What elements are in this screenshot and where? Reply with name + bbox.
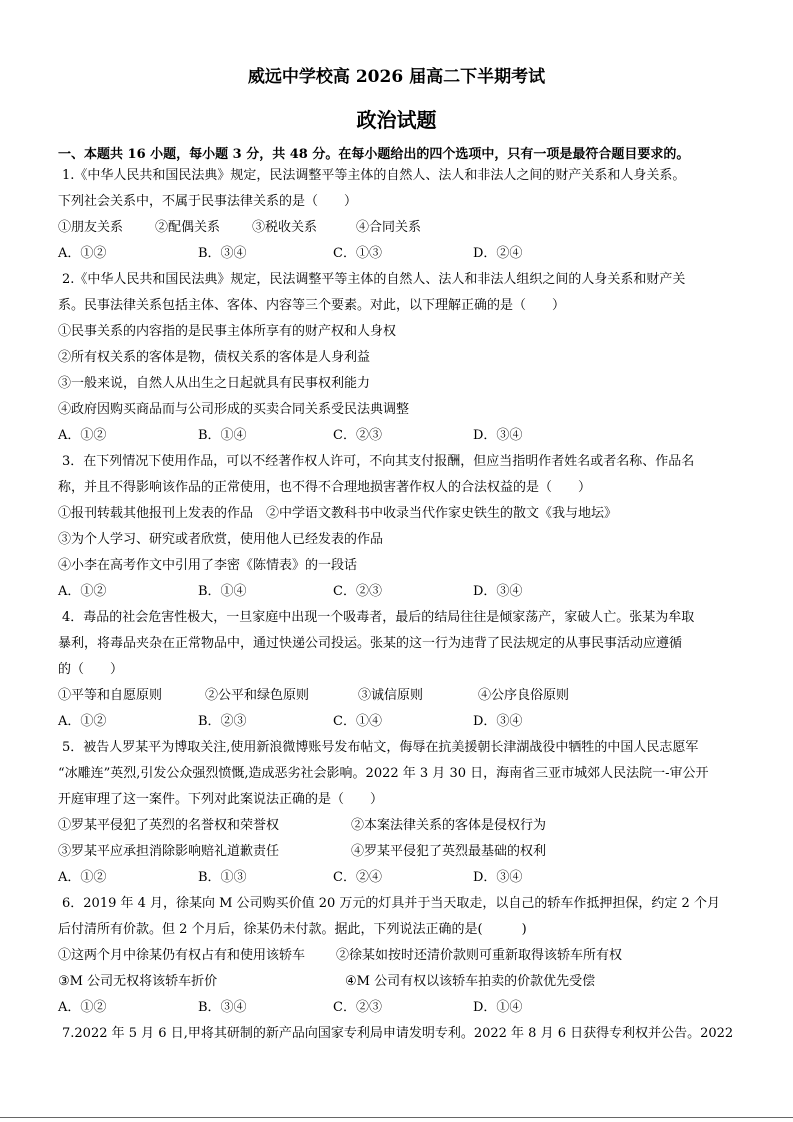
option-c: C．②④ [333, 870, 382, 885]
question-stem: 6．2019 年 4 月，徐某向 M 公司购买价值 20 万元的灯具并于当天取走，以自己的轿车作抵押担保，约定 2 个月 [62, 896, 720, 911]
options-row [58, 709, 748, 735]
question-7 [58, 1021, 748, 1047]
question-stem: 1.《中华人民共和国民法典》规定，民法调整平等主体的自然人、法人和非法人之间的财产关系和人身关系。 [62, 168, 686, 183]
statement: ①民事关系的内容指的是民事主体所享有的财产权和人身权 [58, 324, 397, 339]
options-row [58, 995, 748, 1021]
option-b: B．①④ [198, 584, 247, 599]
question-2 [58, 267, 748, 449]
statement: ①报刊转载其他报刊上发表的作品 ②中学语文教科书中收录当代作家史铁生的散文《我与地坛》 [58, 506, 618, 521]
question-stem: 称，并且不得影响该作品的正常使用，也不得不合理地损害著作权人的合法权益的是（ ） [58, 480, 592, 495]
statement: ②配偶关系 [155, 220, 221, 235]
statement: ④政府因购买商品而与公司形成的买卖合同关系受民法典调整 [58, 402, 410, 417]
question-stem: 下列社会关系中，不属于民事法律关系的是（ ） [58, 194, 358, 209]
options-row [58, 241, 748, 267]
statement: ④M 公司有权以该轿车拍卖的价款优先受偿 [345, 974, 596, 989]
statement: ①这两个月中徐某仍有权占有和使用该轿车 [58, 948, 306, 963]
option-c: C．②③ [333, 1000, 382, 1015]
subject-title: 政治试题 [356, 108, 437, 132]
option-d: D．②④ [473, 246, 523, 261]
statement-row [58, 943, 748, 969]
option-d: D．①④ [473, 1000, 523, 1015]
option-d: D．③④ [473, 584, 523, 599]
question-stem: 暴利，将毒品夹杂在正常物品中，通过快递公司投运。张某的这一行为违背了民法规定的从事民事活动应遵循 [58, 636, 683, 651]
question-stem: 后付清所有价款。但 2 个月后，徐某仍未付款。据此，下列说法正确的是( ) [58, 922, 527, 937]
statement: ③罗某平应承担消除影响赔礼道歉责任 [58, 844, 280, 859]
option-c: C．②③ [333, 584, 382, 599]
options-row [58, 865, 748, 891]
statement: ①平等和自愿原则 [58, 688, 163, 703]
question-stem: 5．被告人罗某平为博取关注,使用新浪微博账号发布帖文，侮辱在抗美援朝长津湖战役中牺牲的中国人民志愿军 [62, 740, 699, 755]
question-3 [58, 449, 748, 605]
option-b: B．②③ [198, 714, 247, 729]
question-stem: 3．在下列情况下使用作品，可以不经著作权人许可，不向其支付报酬，但应当指明作者姓名或者名称、作品名 [62, 454, 695, 469]
option-d: D．③④ [473, 428, 523, 443]
statement-row [58, 683, 748, 709]
option-b: B．①④ [198, 428, 247, 443]
question-stem: 系。民事法律关系包括主体、客体、内容等三个要素。对此，以下理解正确的是（ ） [58, 298, 566, 313]
statement: ①朋友关系 [58, 220, 124, 235]
statement-row [58, 969, 748, 995]
statement: ④小李在高考作文中引用了李密《陈情表》的一段话 [58, 558, 358, 573]
statement: ④公序良俗原则 [478, 688, 570, 703]
statement: ①罗某平侵犯了英烈的名誉权和荣誉权 [58, 818, 280, 833]
statement: ②公平和绿色原则 [205, 688, 310, 703]
option-a: A．①② [58, 1000, 107, 1015]
statement: ②所有权关系的客体是物，债权关系的客体是人身利益 [58, 350, 371, 365]
statement: ④罗某平侵犯了英烈最基础的权利 [351, 844, 547, 859]
section-heading: 一、本题共 16 小题，每小题 3 分，共 48 分。在每小题给出的四个选项中，只有一项是最符合题目要求的。 [58, 147, 690, 162]
question-1 [58, 163, 748, 267]
option-b: B．①③ [198, 870, 247, 885]
statement: ②徐某如按时还清价款则可重新取得该轿车所有权 [336, 948, 623, 963]
option-a: A．①② [58, 870, 107, 885]
statement: ④合同关系 [356, 220, 422, 235]
option-c: C．①④ [333, 714, 382, 729]
option-a: A．①② [58, 246, 107, 261]
question-stem: 2.《中华人民共和国民法典》规定，民法调整平等主体的自然人、法人和非法人组织之间的人身关系和财产关 [62, 272, 686, 287]
page-bottom-rule [0, 1117, 793, 1118]
statement: ③M 公司无权将该轿车折价 [58, 974, 218, 989]
statement: ③为个人学习、研究或者欣赏，使用他人已经发表的作品 [58, 532, 384, 547]
option-a: A．①② [58, 584, 107, 599]
option-a: A．①② [58, 714, 107, 729]
question-stem: 开庭审理了这一案件。下列对此案说法正确的是（ ） [58, 792, 384, 807]
option-d: D．③④ [473, 870, 523, 885]
question-stem: 的（ ） [58, 662, 124, 677]
question-4 [58, 605, 748, 735]
statement-row [58, 215, 748, 241]
exam-title: 威远中学校高 2026 届高二下半期考试 [247, 67, 546, 87]
option-d: D．③④ [473, 714, 523, 729]
question-stem: “冰雕连”英烈,引发公众强烈愤慨,造成恶劣社会影响。2022 年 3 月 30 日，海南省三亚市城郊人民法院一-审公开 [58, 766, 709, 781]
statement: ③诚信原则 [358, 688, 424, 703]
statement: ③税收关系 [252, 220, 318, 235]
statement: ②本案法律关系的客体是侵权行为 [351, 818, 547, 833]
question-5 [58, 735, 748, 891]
option-a: A．①② [58, 428, 107, 443]
option-b: B．③④ [198, 246, 247, 261]
statement-row [58, 813, 748, 839]
question-stem: 4．毒品的社会危害性极大，一旦家庭中出现一个吸毒者，最后的结局往往是倾家荡产，家破人亡。张某为牟取 [62, 610, 695, 625]
statement-row [58, 839, 748, 865]
statement: ③一般来说，自然人从出生之日起就具有民事权利能力 [58, 376, 371, 391]
option-b: B．③④ [198, 1000, 247, 1015]
option-c: C．②③ [333, 428, 382, 443]
option-c: C．①③ [333, 246, 382, 261]
options-row [58, 579, 748, 605]
question-6 [58, 891, 748, 1021]
options-row [58, 423, 748, 449]
question-stem: 7.2022 年 5 月 6 日,甲将其研制的新产品向国家专利局申请发明专利。2022 年 8 月 6 日获得专利权并公告。2022 [62, 1026, 734, 1041]
